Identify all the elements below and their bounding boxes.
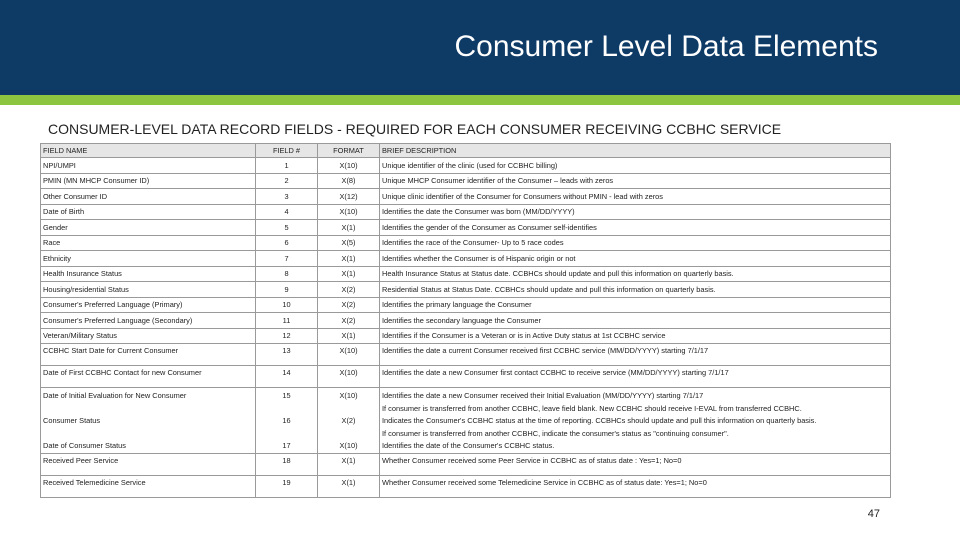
description-cell: Residential Status at Status Date. CCBHCs should update and pull this information on quarterly basis. [380,282,891,298]
field-name-cell: NPI/UMPI [41,158,256,174]
description-cell: Unique clinic identifier of the Consumer for Consumers without PMIN - lead with zeros [380,189,891,205]
format-cell: X(2) [318,313,380,329]
field-number-cell: 5 [256,220,318,236]
format-cell: X(1) [318,453,380,475]
field-number-cell: 3 [256,189,318,205]
description-cell: Identifies the race of the Consumer- Up to 5 race codes [380,235,891,251]
field-name-cell: Received Peer Service [41,453,256,475]
field-name-cell: PMIN (MN MHCP Consumer ID) [41,173,256,189]
multi-row-value: 16 [282,416,291,425]
description-cell: Unique identifier of the clinic (used for CCBHC billing) [380,158,891,174]
format-cell: X(8) [318,173,380,189]
format-cell: X(2) [318,282,380,298]
data-elements-table [40,143,891,498]
column-header-description: BRIEF DESCRIPTION [380,144,891,158]
description-line: If consumer is transferred from another CCBHC, indicate the consumer's status as "continuing consumer". [382,428,729,438]
description-cell: Identifies the primary language the Consumer [380,297,891,313]
field-name-cell: Race [41,235,256,251]
column-header-field-number: FIELD # [256,144,318,158]
table-row [41,204,891,220]
format-cell: X(10) [318,344,380,366]
table-row [41,344,891,366]
format-cell: X(1) [318,266,380,282]
field-name-cell: Received Telemedicine Service [41,475,256,497]
field-number-cell [256,388,318,454]
field-number-cell: 10 [256,297,318,313]
table-row [41,251,891,267]
format-cell: X(10) [318,204,380,220]
table-row-group [41,388,891,454]
column-header-field-name: FIELD NAME [41,144,256,158]
field-name-cell: CCBHC Start Date for Current Consumer [41,344,256,366]
field-number-cell: 9 [256,282,318,298]
description-cell: Identifies the secondary language the Consumer [380,313,891,329]
table-caption: CONSUMER-LEVEL DATA RECORD FIELDS - REQUIRED FOR EACH CONSUMER RECEIVING CCBHC SERVICE [48,121,782,137]
field-name-cell: Gender [41,220,256,236]
description-cell: Identifies the date a current Consumer received first CCBHC service (MM/DD/YYYY) starting 7/1/17 [380,344,891,366]
page-number: 47 [867,508,880,520]
format-cell: X(1) [318,475,380,497]
description-cell: Identifies the date the Consumer was born (MM/DD/YYYY) [380,204,891,220]
table-row [41,158,891,174]
description-line: Identifies the date of the Consumer's CCBHC status. [382,441,555,450]
format-cell: X(1) [318,251,380,267]
multi-row-value: Date of Consumer Status [43,441,126,450]
accent-stripe [0,95,960,105]
table-row [41,313,891,329]
multi-row-value: Date of Initial Evaluation for New Consumer [43,391,187,400]
field-number-cell: 6 [256,235,318,251]
field-name-cell: Consumer's Preferred Language (Primary) [41,297,256,313]
field-name-cell: Housing/residential Status [41,282,256,298]
column-header-format: FORMAT [318,144,380,158]
format-cell: X(12) [318,189,380,205]
field-name-cell: Date of Birth [41,204,256,220]
table-row [41,328,891,344]
table-row [41,173,891,189]
multi-row-value: 17 [282,441,291,450]
table-row [41,220,891,236]
description-cell: Identifies whether the Consumer is of Hispanic origin or not [380,251,891,267]
table-row [41,366,891,388]
description-line: Identifies the date a new Consumer received their Initial Evaluation (MM/DD/YYYY) starting 7/1/17 [382,391,704,400]
description-cell: Unique MHCP Consumer identifier of the Consumer – leads with zeros [380,173,891,189]
field-number-cell: 13 [256,344,318,366]
multi-row-value: X(10) [339,391,358,400]
description-line: Indicates the Consumer's CCBHC status at the time of reporting. CCBHCs should update and pull this information on quarterly basis. [382,416,817,425]
field-name-cell: Consumer's Preferred Language (Secondary) [41,313,256,329]
format-cell: X(5) [318,235,380,251]
field-name-cell: Date of First CCBHC Contact for new Consumer [41,366,256,388]
format-cell: X(2) [318,297,380,313]
description-cell [380,388,891,454]
table-row [41,475,891,497]
field-number-cell: 11 [256,313,318,329]
description-cell: Identifies if the Consumer is a Veteran or is in Active Duty status at 1st CCBHC service [380,328,891,344]
multi-row-value: 15 [282,391,291,400]
table-row [41,282,891,298]
multi-row-value: X(10) [339,441,358,450]
format-cell: X(10) [318,158,380,174]
field-number-cell: 1 [256,158,318,174]
table-header-row [41,144,891,158]
format-cell: X(1) [318,328,380,344]
multi-row-value: Consumer Status [43,416,101,425]
field-number-cell: 7 [256,251,318,267]
field-number-cell: 4 [256,204,318,220]
table-row [41,297,891,313]
multi-row-value: X(2) [341,416,356,425]
format-cell: X(1) [318,220,380,236]
field-name-cell: Veteran/Military Status [41,328,256,344]
field-number-cell: 2 [256,173,318,189]
format-cell [318,388,380,454]
title-banner [0,0,960,95]
format-cell: X(10) [318,366,380,388]
description-cell: Whether Consumer received some Peer Service in CCBHC as of status date : Yes=1; No=0 [380,453,891,475]
field-name-cell [41,388,256,454]
description-cell: Identifies the gender of the Consumer as Consumer self-identifies [380,220,891,236]
field-number-cell: 12 [256,328,318,344]
field-number-cell: 19 [256,475,318,497]
table-row [41,266,891,282]
table-row [41,189,891,205]
table-row [41,235,891,251]
field-name-cell: Health Insurance Status [41,266,256,282]
description-cell: Whether Consumer received some Telemedicine Service in CCBHC as of status date: Yes=1; No=0 [380,475,891,497]
description-cell: Health Insurance Status at Status date. CCBHCs should update and pull this information on quarterly basis. [380,266,891,282]
field-number-cell: 14 [256,366,318,388]
description-cell: Identifies the date a new Consumer first contact CCBHC to receive service (MM/DD/YYYY) starting 7/1/17 [380,366,891,388]
field-number-cell: 18 [256,453,318,475]
description-line: If consumer is transferred from another CCBHC, leave field blank. New CCBHC should receive I-EVAL from transferred CCBHC. [382,403,802,413]
table-row [41,453,891,475]
field-name-cell: Other Consumer ID [41,189,256,205]
field-name-cell: Ethnicity [41,251,256,267]
page-title: Consumer Level Data Elements [454,30,878,63]
field-number-cell: 8 [256,266,318,282]
